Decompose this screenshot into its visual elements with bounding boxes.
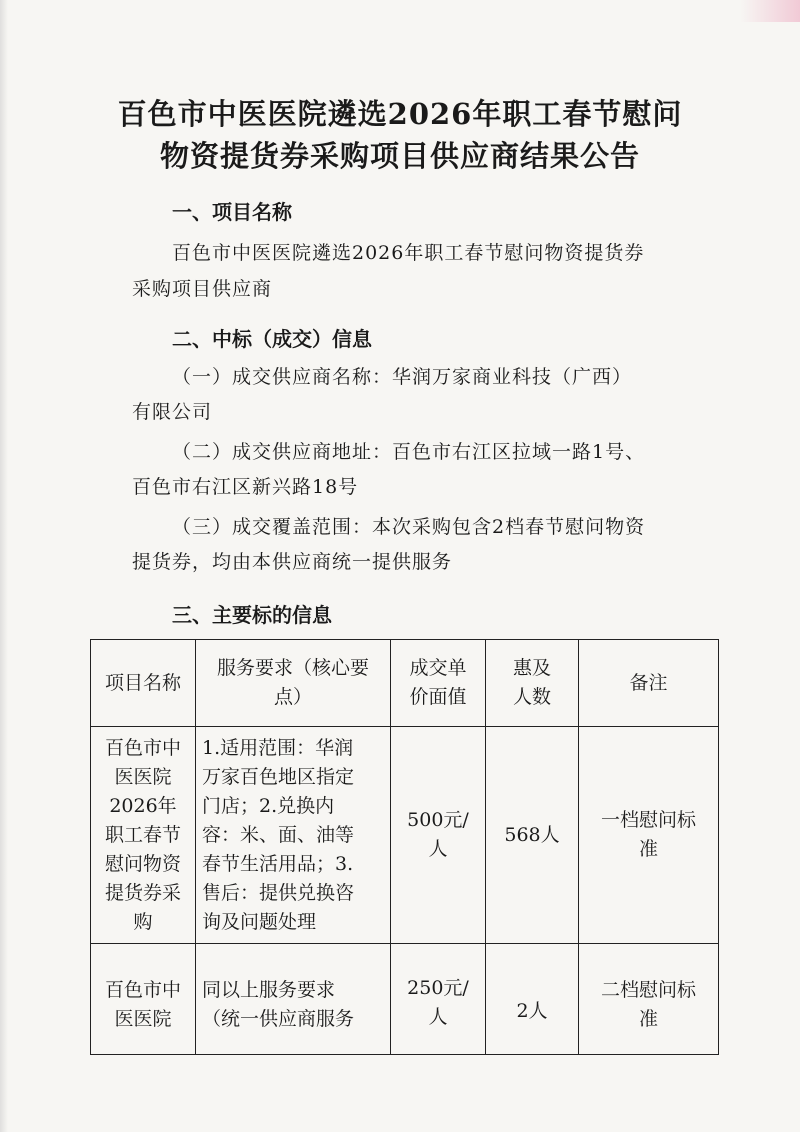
cell-project-name: 百色市中 医医院 <box>91 944 196 1055</box>
header-unit-price: 成交单 价面值 <box>391 640 486 727</box>
supplier-address-line-1: （二）成交供应商地址：百色市右江区拉域一路1号、 <box>172 441 646 463</box>
project-name-line-1: 百色市中医医院遴选2026年职工春节慰问物资提货券 <box>172 242 645 264</box>
coverage-line-1: （三）成交覆盖范围：本次采购包含2档春节慰问物资 <box>172 516 646 538</box>
cell-beneficiaries: 2人 <box>486 944 579 1055</box>
section-3-heading: 三、主要标的信息 <box>172 603 332 627</box>
supplier-name-line-1: （一）成交供应商名称：华润万家商业科技（广西） <box>172 366 633 388</box>
section-1-heading: 一、项目名称 <box>172 200 292 224</box>
cell-unit-price: 250元/ 人 <box>391 944 486 1055</box>
project-name-line-2: 采购项目供应商 <box>132 278 273 300</box>
table-header-row <box>91 640 719 727</box>
table-row <box>91 944 719 1055</box>
section-2-heading: 二、中标（成交）信息 <box>172 327 372 351</box>
header-service-requirements: 服务要求（核心要 点） <box>196 640 391 727</box>
cell-service-requirements: 同以上服务要求 （统一供应商服务 <box>196 944 391 1055</box>
cell-remarks: 一档慰问标 准 <box>579 727 719 944</box>
supplier-address-line-2: 百色市右江区新兴路18号 <box>132 476 359 498</box>
header-project-name: 项目名称 <box>91 640 196 727</box>
cell-remarks: 二档慰问标 准 <box>579 944 719 1055</box>
coverage-line-2: 提货券，均由本供应商统一提供服务 <box>132 551 453 573</box>
title-line-2: 物资提货券采购项目供应商结果公告 <box>159 139 640 173</box>
cell-service-requirements: 1.适用范围：华润 万家百色地区指定 门店；2.兑换内 容：米、面、油等 春节生活用品；3. 售后：提供兑换咨 询及问题处理 <box>196 727 391 944</box>
cell-unit-price: 500元/ 人 <box>391 727 486 944</box>
cell-project-name: 百色市中 医医院 2026年 职工春节 慰问物资 提货券采 购 <box>91 727 196 944</box>
table-row <box>91 727 719 944</box>
subject-info-table <box>90 639 719 1055</box>
header-beneficiaries: 惠及 人数 <box>486 640 579 727</box>
title-line-1: 百色市中医医院遴选2026年职工春节慰问 <box>117 97 683 131</box>
supplier-name-line-2: 有限公司 <box>132 401 213 423</box>
cell-beneficiaries: 568人 <box>486 727 579 944</box>
pink-edge-mark <box>740 0 800 22</box>
header-remarks: 备注 <box>579 640 719 727</box>
